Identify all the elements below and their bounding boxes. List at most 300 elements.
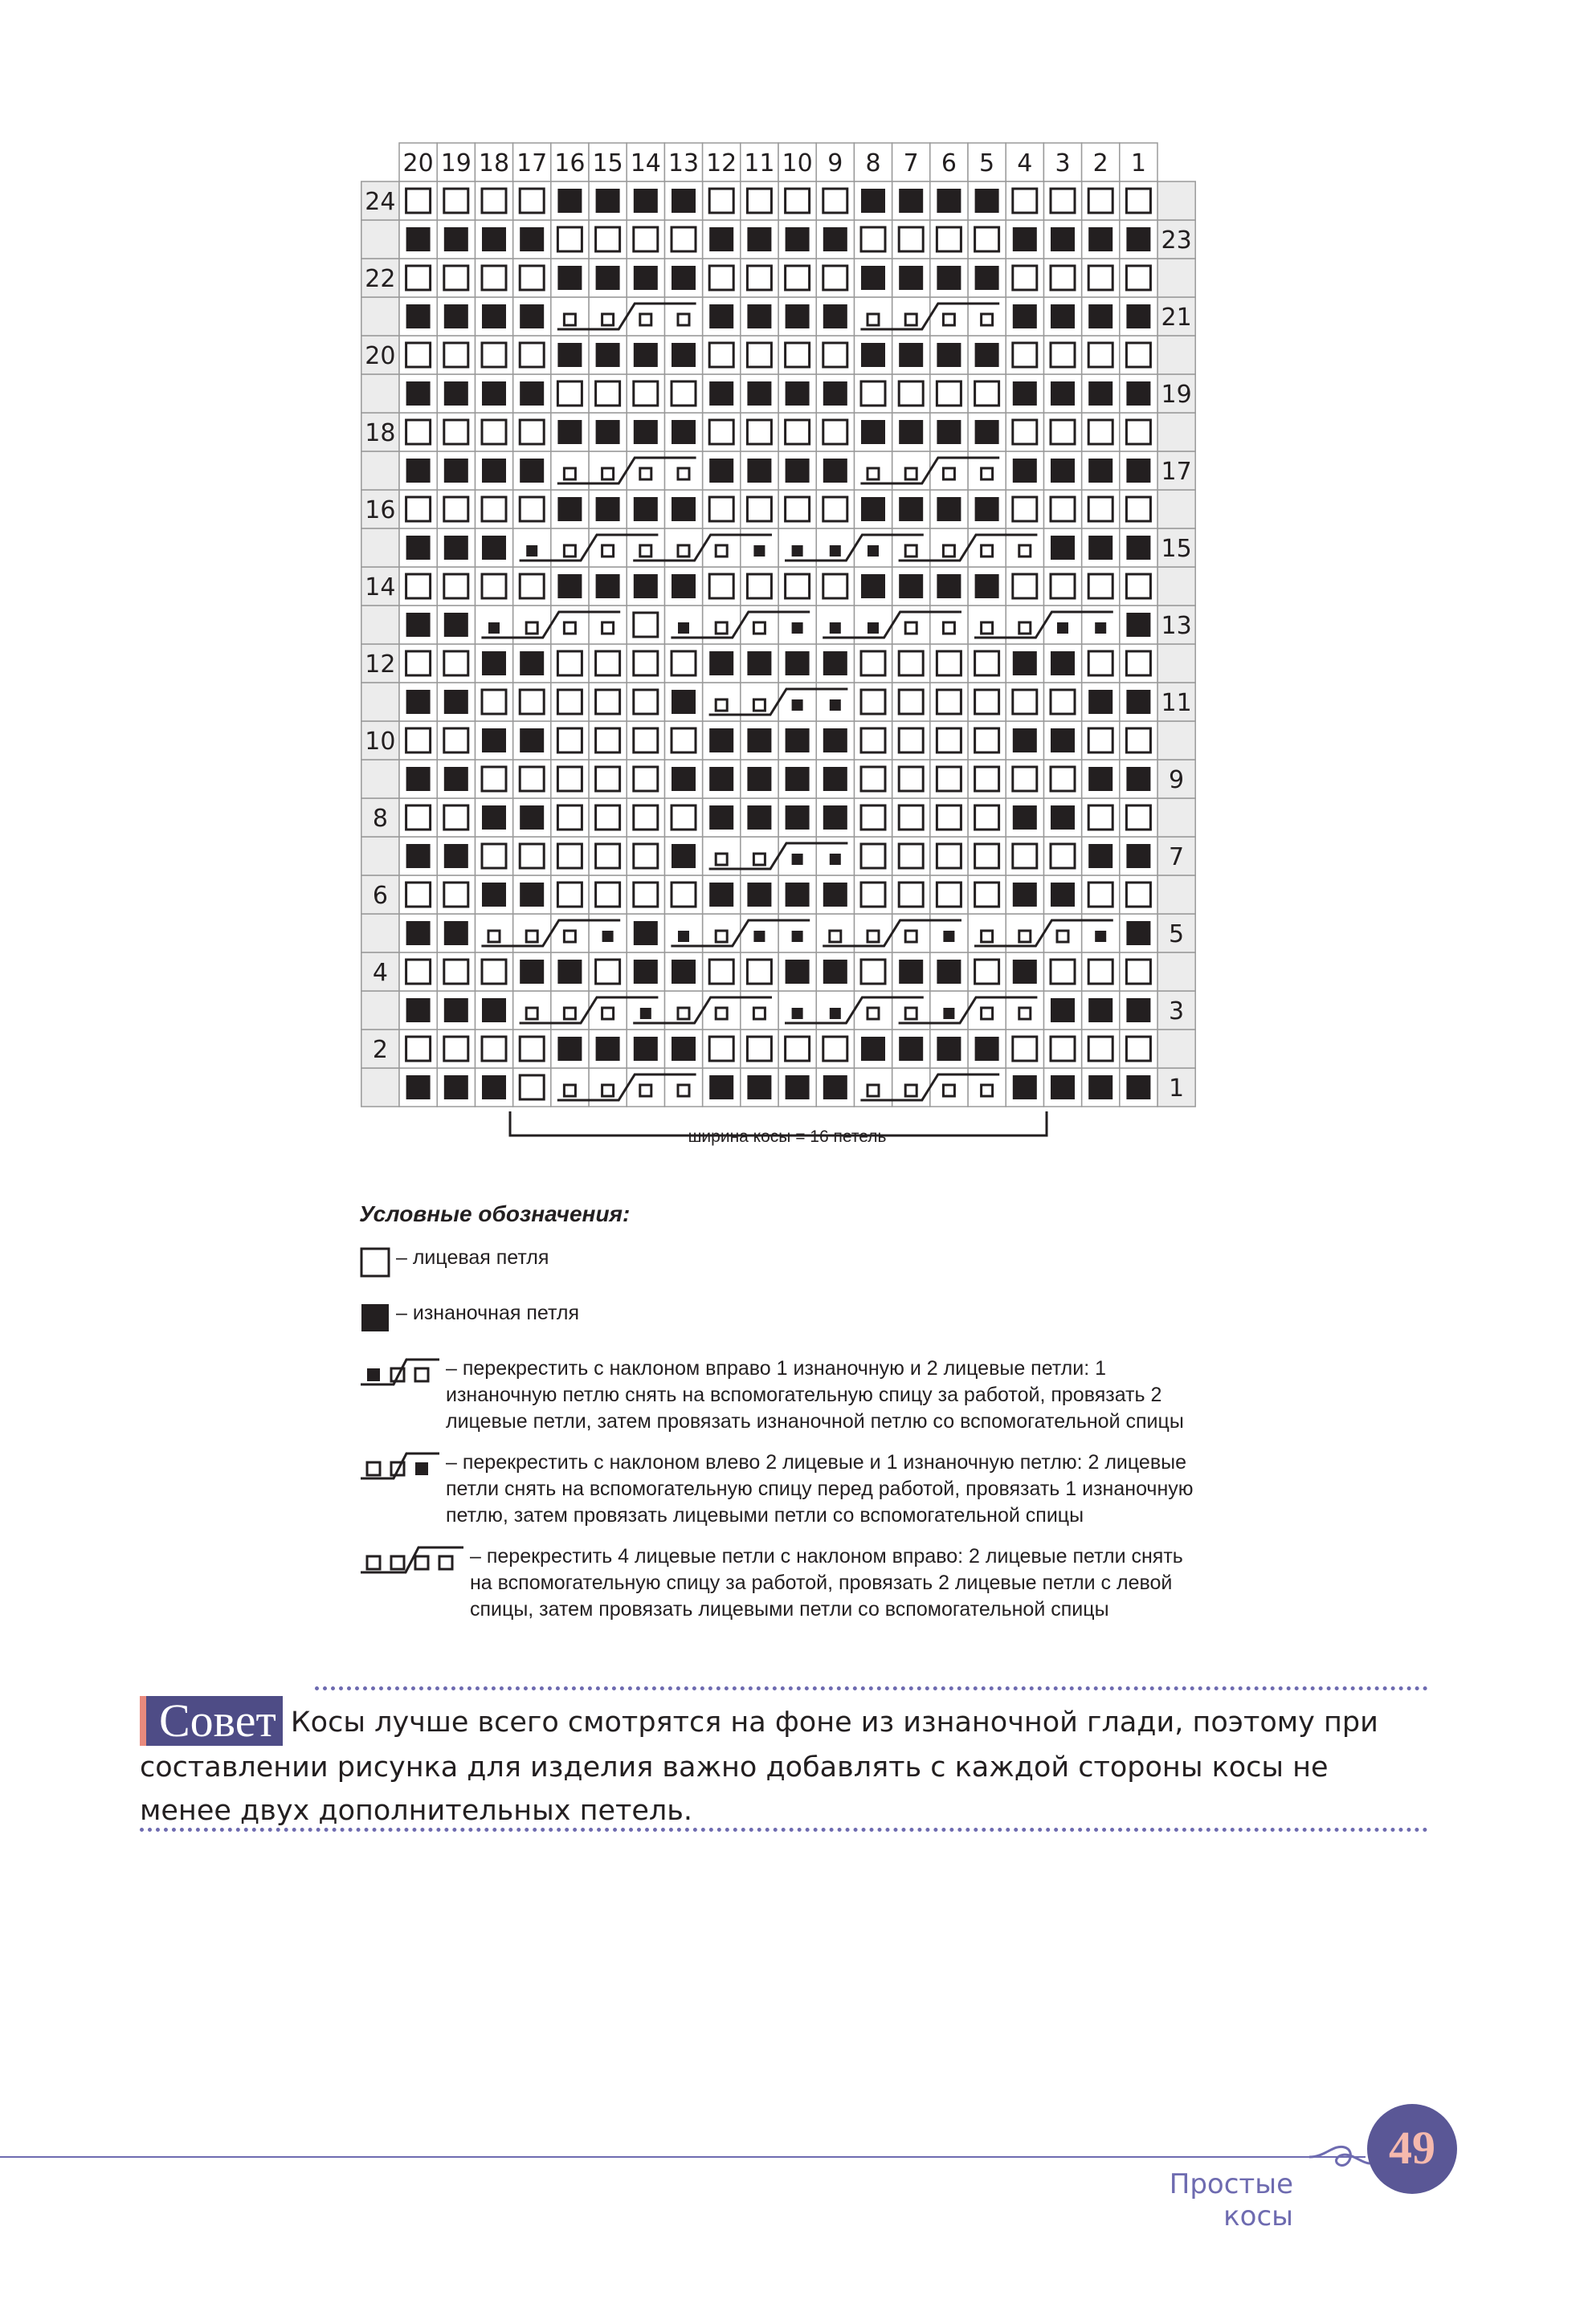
purl-stitch [1051,728,1075,752]
knit-stitch [1088,266,1112,290]
knit-stitch [596,844,620,868]
row-number: 19 [1161,381,1192,409]
knit-stitch [861,651,885,675]
purl-stitch [672,960,696,984]
knit-stitch [1126,420,1150,444]
purl-stitch [482,883,506,907]
column-number: 15 [592,149,623,177]
legend-symbol-drawing [359,1545,465,1574]
knit-stitch [444,1037,468,1061]
knit-stitch [1019,931,1031,942]
purl-stitch [634,266,658,290]
knit-stitch [943,1085,954,1096]
knit-stitch [975,883,999,907]
row-label-cell-right [1157,798,1195,837]
column-number: 6 [941,149,957,177]
knit-stitch [868,314,879,325]
purl-stitch [1095,931,1106,942]
cross-four-knit-icon [359,1545,465,1581]
knit-stitch [823,189,847,213]
knit-stitch [905,314,917,325]
purl-stitch [406,227,431,251]
knit-stitch [1051,844,1075,868]
purl-stitch [640,1008,651,1019]
purl-stitch [786,459,810,483]
row-number: 6 [372,882,388,910]
knit-stitch [975,767,999,791]
row-number: 21 [1161,304,1192,332]
knit-stitch [557,767,582,791]
purl-stitch [747,805,771,830]
purl-stitch [596,1037,620,1061]
purl-stitch [861,343,885,367]
purl-stitch [937,343,961,367]
row-number: 13 [1161,612,1192,640]
purl-stitch [861,420,885,444]
knit-stitch [982,314,993,325]
knit-stitch [634,767,658,791]
purl-stitch [823,728,847,752]
knit-stitch [716,931,727,942]
knit-stitch [716,1008,727,1019]
purl-stitch [975,497,999,521]
purl-stitch [899,1037,923,1061]
knit-stitch [709,497,733,521]
legend-item-cross-right-pkk [359,1356,1210,1435]
purl-stitch [406,998,431,1022]
purl-stitch [406,536,431,560]
knit-stitch [602,1085,614,1096]
knit-stitch [747,497,771,521]
knit-stitch [747,189,771,213]
knit-stitch [1088,651,1112,675]
purl-stitch [520,883,544,907]
knit-stitch [1088,497,1112,521]
row-number: 1 [1169,1074,1185,1103]
knit-stitch [709,189,733,213]
knit-stitch [899,651,923,675]
knit-stitch [786,189,810,213]
knit-stitch [861,767,885,791]
knit-stitch [1051,343,1075,367]
row-label-cell-left [361,605,399,644]
knit-stitch [406,343,431,367]
row-label-cell-right [1157,721,1195,760]
purl-stitch [899,189,923,213]
knit-stitch [482,960,506,984]
purl-stitch [557,266,582,290]
knit-stitch [520,844,544,868]
knit-stitch [861,381,885,406]
knit-stitch [709,1037,733,1061]
purl-stitch [634,189,658,213]
purl-stitch [406,459,431,483]
purl-stitch [634,343,658,367]
knit-stitch [786,266,810,290]
knit-stitch [444,343,468,367]
purl-stitch [861,266,885,290]
knit-stitch [861,883,885,907]
knit-stitch [406,266,431,290]
purl-stitch [868,622,879,634]
knit-stitch [943,314,954,325]
knit-stitch [1088,883,1112,907]
legend-title: Условные обозначения: [359,1201,631,1226]
purl-stitch [786,767,810,791]
knit-stitch [520,1037,544,1061]
knit-stitch [482,189,506,213]
purl-stitch [1095,622,1106,634]
purl-stitch [1088,1075,1112,1099]
purl-stitch [823,227,847,251]
purl-stitch [596,343,620,367]
row-number: 20 [365,342,396,370]
knit-stitch [557,844,582,868]
purl-stitch [1013,304,1037,328]
purl-stitch [709,883,733,907]
purl-stitch [1126,690,1150,714]
knit-stitch [520,343,544,367]
knit-stitch [1126,960,1150,984]
purl-stitch [937,960,961,984]
purl-stitch [1013,883,1037,907]
knit-stitch [602,1008,614,1019]
knit-stitch [899,767,923,791]
purl-stitch [1126,844,1150,868]
row-number: 23 [1161,226,1192,255]
purl-stitch [596,266,620,290]
column-number: 7 [903,149,919,177]
purl-stitch [444,536,468,560]
knit-stitch [391,1556,404,1569]
purl-stitch [1051,536,1075,560]
knit-stitch [564,1085,575,1096]
purl-stitch [520,459,544,483]
knit-stitch [1051,189,1075,213]
knit-stitch [672,805,696,830]
knit-stitch [905,545,917,557]
knit-stitch [937,227,961,251]
knit-stitch [747,266,771,290]
knit-stitch [975,844,999,868]
knit-stitch [975,960,999,984]
knit-stitch [640,545,651,557]
knit-stitch [753,622,765,634]
purl-stitch [406,767,431,791]
knit-stitch [444,728,468,752]
row-number: 2 [372,1036,388,1064]
purl-stitch [520,651,544,675]
purl-stitch [709,381,733,406]
knit-stitch [943,545,954,557]
column-number: 4 [1017,149,1033,177]
row-label-cell-right [1157,181,1195,220]
knit-stitch [899,883,923,907]
knit-stitch [982,1085,993,1096]
knit-stitch [482,844,506,868]
purl-stitch [672,574,696,598]
row-label-cell-left [361,1068,399,1107]
knit-stitch [672,883,696,907]
row-number: 12 [365,650,396,679]
knit-stitch [753,1008,765,1019]
purl-stitch [975,266,999,290]
knit-stitch [861,960,885,984]
row-label-cell-right [1157,490,1195,528]
knit-stitch [1051,690,1075,714]
knit-stitch [444,805,468,830]
purl-stitch [1088,227,1112,251]
purl-stitch [786,304,810,328]
purl-stitch [1088,998,1112,1022]
purl-stitch [792,854,803,865]
row-label-cell-left [361,683,399,721]
knit-stitch [1126,574,1150,598]
legend-text: – лицевая петля [396,1246,549,1269]
legend-symbol-drawing [359,1357,441,1386]
knit-stitch [747,343,771,367]
purl-stitch [482,536,506,560]
legend-item-cross-left-kkp [359,1449,1210,1529]
knit-stitch [1088,574,1112,598]
purl-stitch [672,420,696,444]
purl-stitch [672,189,696,213]
legend-symbol-drawing [359,1246,391,1278]
knit-stitch [557,381,582,406]
purl-stitch [672,266,696,290]
row-label-cell-left [361,374,399,413]
knit-stitch [596,690,620,714]
purl-stitch [1051,998,1075,1022]
row-label-cell-right [1157,952,1195,991]
purl-stitch [672,690,696,714]
knit-stitch [596,767,620,791]
knit-stitch [678,1085,689,1096]
knit-stitch [634,613,658,637]
knit-stitch-icon [359,1246,391,1286]
purl-stitch [861,497,885,521]
knit-stitch [415,1556,428,1569]
purl-stitch [937,266,961,290]
knit-stitch [482,343,506,367]
row-label-cell-left [361,528,399,567]
purl-stitch [672,844,696,868]
knit-stitch [1088,189,1112,213]
column-number: 14 [630,149,661,177]
knit-stitch [520,690,544,714]
knit-stitch [982,931,993,942]
knit-stitch [488,931,500,942]
purl-stitch [709,767,733,791]
knit-stitch [1088,728,1112,752]
purl-stitch [1126,1075,1150,1099]
knit-stitch [634,651,658,675]
knit-stitch [640,1085,651,1096]
purl-stitch [634,960,658,984]
purl-stitch [672,497,696,521]
knit-stitch [823,1037,847,1061]
knit-stitch [786,420,810,444]
purl-stitch [1126,227,1150,251]
knit-stitch [905,931,917,942]
knit-stitch [1088,343,1112,367]
knit-stitch [868,1008,879,1019]
knit-stitch [1013,497,1037,521]
purl-stitch [747,304,771,328]
knit-stitch [1057,931,1068,942]
knit-stitch [1013,574,1037,598]
knit-stitch [1126,343,1150,367]
knit-stitch [557,805,582,830]
purl-stitch [1126,459,1150,483]
knit-stitch [937,690,961,714]
knit-stitch [634,227,658,251]
purl-stitch [1013,381,1037,406]
purl-stitch [1088,536,1112,560]
knit-stitch [905,1085,917,1096]
legend-item-knit [359,1245,1210,1286]
column-number: 5 [979,149,995,177]
row-label-cell-left [361,914,399,952]
knit-stitch [444,883,468,907]
purl-stitch [823,883,847,907]
knit-stitch [1088,1037,1112,1061]
column-number: 9 [827,149,843,177]
purl-stitch [444,844,468,868]
knit-stitch [1019,1008,1031,1019]
knit-stitch [406,805,431,830]
purl-stitch [975,1037,999,1061]
purl-stitch [634,1037,658,1061]
knit-stitch [406,651,431,675]
knit-stitch [634,805,658,830]
purl-stitch [1051,227,1075,251]
row-label-cell-right [1157,1029,1195,1068]
knit-stitch [1051,1037,1075,1061]
purl-stitch [899,420,923,444]
purl-stitch [520,381,544,406]
row-label-cell-right [1157,413,1195,451]
knit-stitch [1126,728,1150,752]
purl-stitch [709,805,733,830]
knit-stitch [905,468,917,479]
column-number: 17 [516,149,548,177]
legend-symbol-drawing [359,1302,391,1334]
row-number: 16 [365,496,396,524]
knit-stitch [367,1556,380,1569]
knit-stitch [1013,189,1037,213]
knit-stitch [899,728,923,752]
purl-stitch [634,497,658,521]
knit-stitch [634,690,658,714]
page-number: 49 [1367,2104,1457,2194]
legend-text: – изнаночная петля [396,1302,580,1324]
purl-stitch [786,728,810,752]
legend-symbol-drawing [359,1451,441,1480]
purl-stitch [830,1008,841,1019]
purl-stitch [823,651,847,675]
knit-stitch [672,728,696,752]
row-number: 4 [372,959,388,987]
knit-stitch [564,468,575,479]
purl-stitch [482,459,506,483]
knit-stitch [557,227,582,251]
knit-stitch [1126,883,1150,907]
purl-stitch [709,459,733,483]
purl-stitch [444,1075,468,1099]
purl-stitch [1051,304,1075,328]
purl-stitch [975,420,999,444]
purl-stitch [1013,1075,1037,1099]
purl-stitch [634,420,658,444]
purl-stitch [672,343,696,367]
purl-stitch [557,497,582,521]
purl-stitch [520,960,544,984]
knit-stitch [861,728,885,752]
knit-stitch [975,227,999,251]
knit-stitch [596,883,620,907]
purl-stitch [1051,805,1075,830]
knit-stitch [1126,651,1150,675]
purl-stitch [747,227,771,251]
purl-stitch [899,574,923,598]
knit-stitch [672,227,696,251]
knit-stitch [444,189,468,213]
purl-stitch [406,921,431,945]
knit-stitch [937,767,961,791]
knit-stitch [406,728,431,752]
purl-stitch [1126,921,1150,945]
purl-stitch [753,545,765,557]
knit-stitch [406,189,431,213]
knit-stitch [716,622,727,634]
knit-stitch [482,497,506,521]
purl-stitch [596,420,620,444]
knit-stitch [868,468,879,479]
purl-stitch [975,189,999,213]
knit-stitch [786,343,810,367]
row-number: 18 [365,419,396,447]
purl-stitch [899,960,923,984]
column-number: 10 [782,149,813,177]
purl-stitch [792,622,803,634]
purl-stitch [444,459,468,483]
column-number: 18 [478,149,510,177]
knit-stitch [444,960,468,984]
knit-stitch [672,381,696,406]
knit-stitch [905,1008,917,1019]
purl-stitch [823,1075,847,1099]
knit-stitch [823,266,847,290]
purl-stitch [792,1008,803,1019]
row-number: 3 [1169,997,1185,1025]
knit-stitch [634,728,658,752]
purl-stitch [1013,651,1037,675]
knit-stitch [520,266,544,290]
row-label-cell-left [361,991,399,1029]
row-number: 5 [1169,920,1185,948]
purl-stitch [1051,459,1075,483]
purl-stitch [482,227,506,251]
knit-stitch [678,314,689,325]
purl-stitch [406,844,431,868]
knit-stitch [709,960,733,984]
knit-stitch [786,1037,810,1061]
knit-stitch [1051,266,1075,290]
knit-stitch [406,883,431,907]
purl-stitch [747,728,771,752]
knit-stitch [709,574,733,598]
